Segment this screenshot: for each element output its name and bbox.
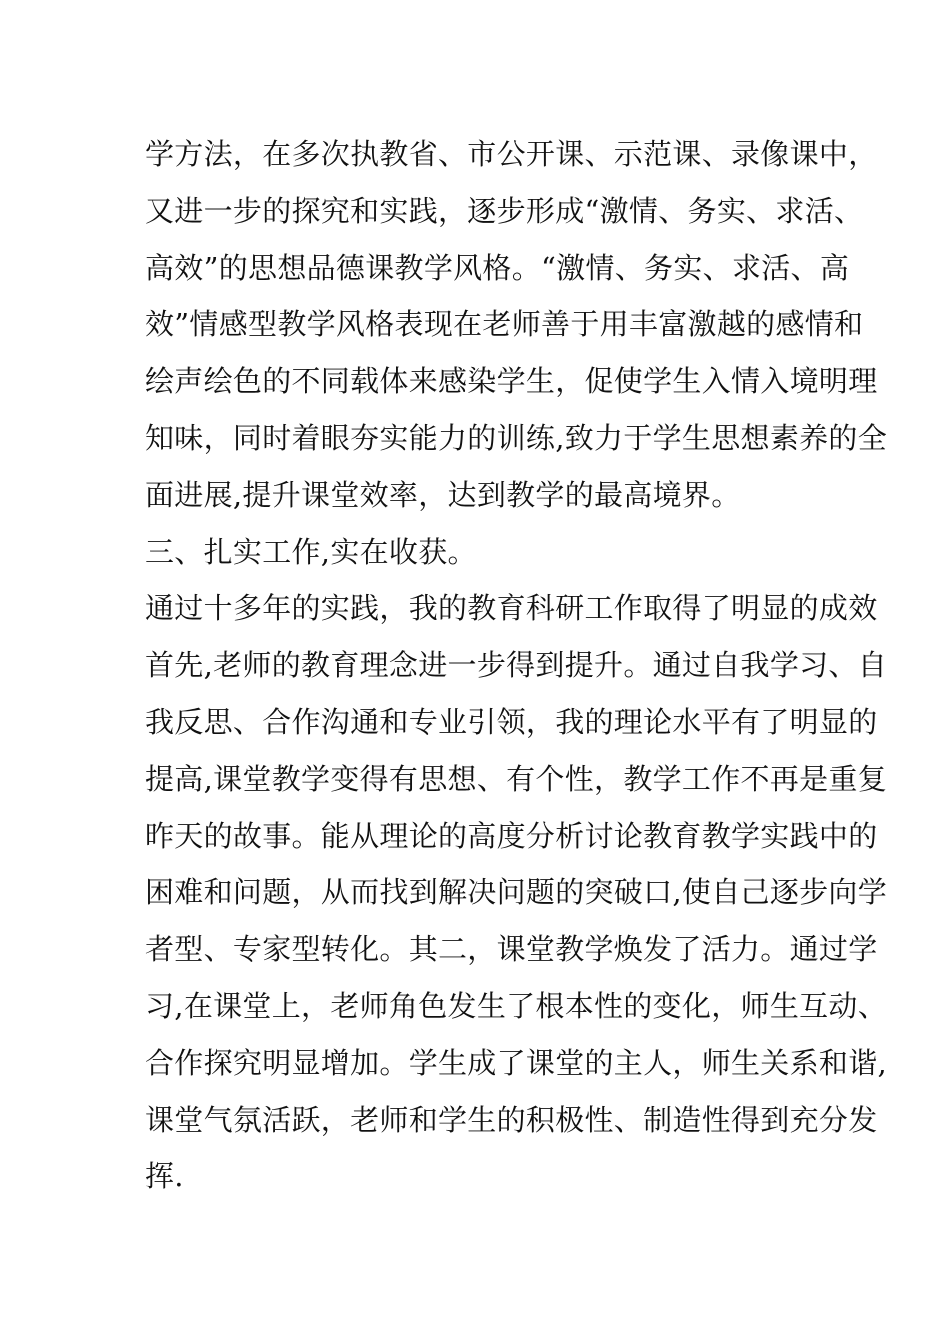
text-line: 习,在课堂上，老师角色发生了根本性的变化，师生互动、 <box>145 988 888 1023</box>
text-line: 面进展,提升课堂效率，达到教学的最高境界。 <box>145 477 741 512</box>
text-line: 学方法，在多次执教省、市公开课、示范课、录像课中， <box>145 137 878 171</box>
body-text <box>145 126 888 1205</box>
text-line: 者型、专家型转化。其二，课堂教学焕发了活力。通过学 <box>145 932 878 967</box>
text-line: 困难和问题，从而找到解决问题的突破口,使自己逐步向学 <box>145 875 888 910</box>
text-line: 高效”的思想品德课教学风格。“激情、务实、求活、高 <box>145 250 850 285</box>
text-line: 首先,老师的教育理念进一步得到提升。通过自我学习、自 <box>145 648 888 683</box>
text-line: 通过十多年的实践，我的教育科研工作取得了明显的成效 <box>145 591 878 626</box>
text-line: 挥. <box>145 1159 184 1194</box>
text-line: 昨天的故事。能从理论的高度分析讨论教育教学实践中的 <box>145 818 878 853</box>
text-line: 知味，同时着眼夯实能力的训练,致力于学生思想素养的全 <box>145 420 888 455</box>
text-line: 效”情感型教学风格表现在老师善于用丰富激越的感情和 <box>145 307 864 342</box>
text-line: 合作探究明显增加。学生成了课堂的主人，师生关系和谐, <box>145 1045 888 1080</box>
text-line: 绘声绘色的不同载体来感染学生，促使学生入情入境明理 <box>145 364 878 399</box>
text-line: 我反思、合作沟通和专业引领，我的理论水平有了明显的 <box>145 704 878 739</box>
text-line: 提高,课堂教学变得有思想、有个性，教学工作不再是重复 <box>145 761 888 796</box>
text-line: 又进一步的探究和实践，逐步形成“激情、务实、求活、 <box>145 193 864 228</box>
text-line: 课堂气氛活跃，老师和学生的积极性、制造性得到充分发 <box>145 1102 878 1137</box>
section-heading: 三、扎实工作,实在收获。 <box>145 534 477 569</box>
